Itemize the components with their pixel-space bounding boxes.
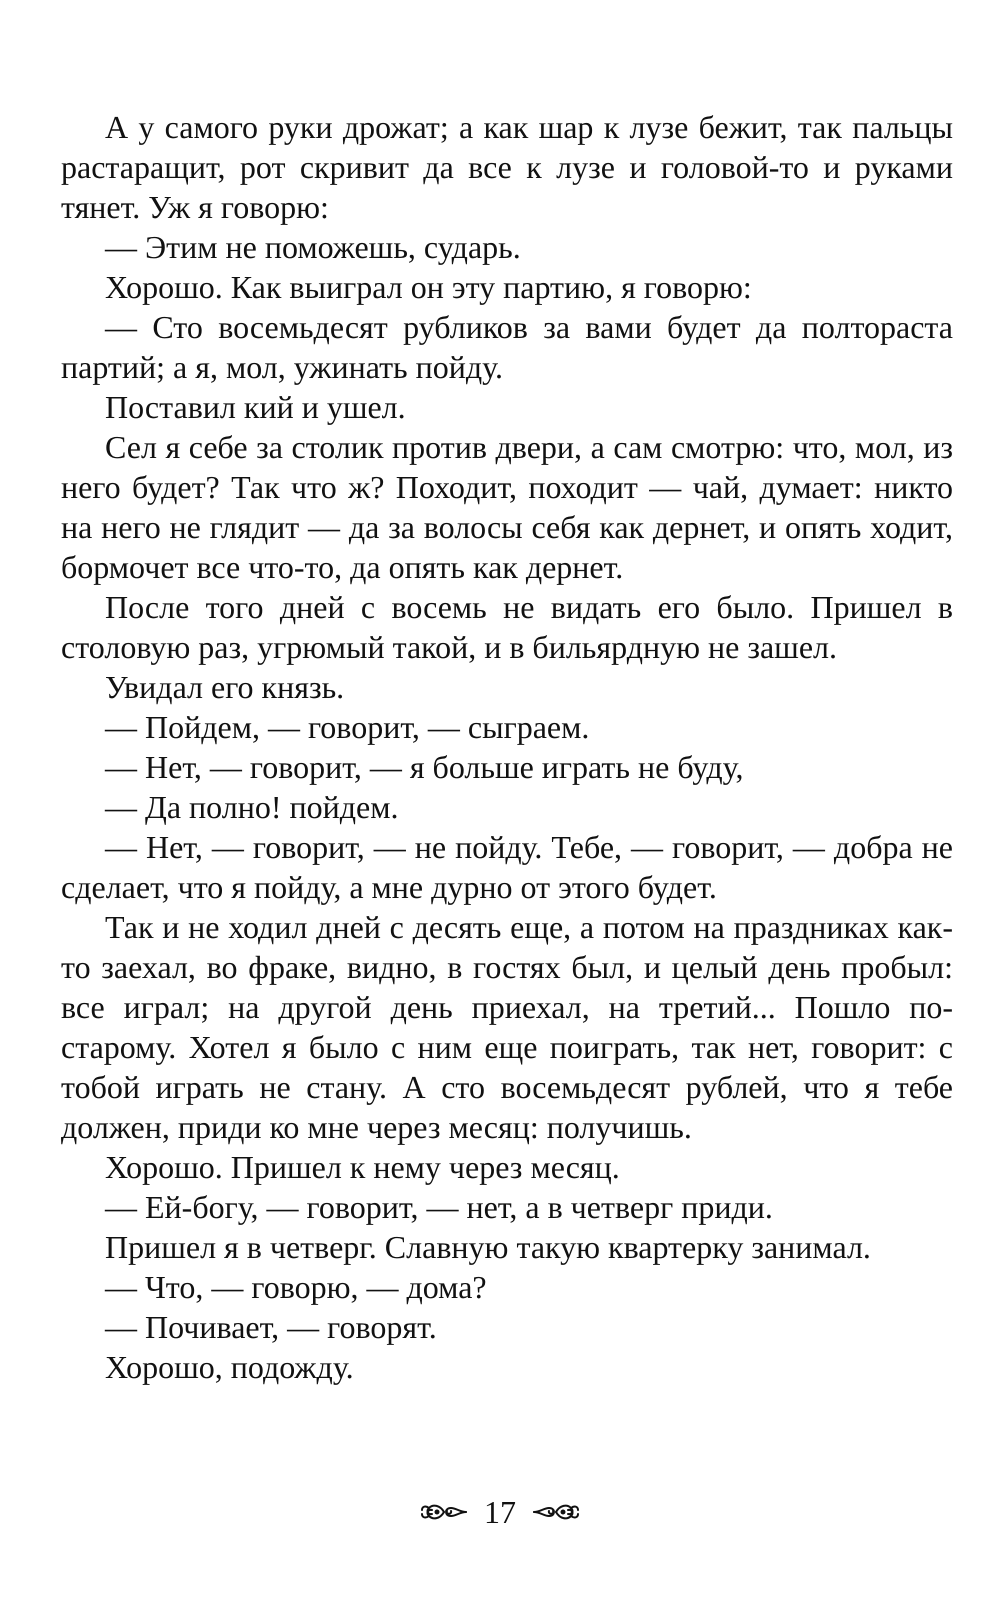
paragraph: Поставил кий и ушел.: [105, 389, 406, 425]
page-number: 17: [484, 1493, 516, 1530]
paragraph: — Сто восемьдесят рубликов за вами будет да полтораста партий; а я, мол, ужинать пойду.: [61, 309, 953, 385]
paragraph: — Пойдем, — говорит, — сыграем.: [105, 709, 590, 745]
floral-ornament-right-icon: [532, 1499, 580, 1525]
paragraph: — Что, — говорю, — дома?: [105, 1269, 487, 1305]
page-footer: [0, 1490, 1000, 1534]
paragraph: — Да полно! пойдем.: [105, 789, 399, 825]
paragraph: — Нет, — говорит, — я больше играть не буду,: [105, 749, 744, 785]
paragraph: Увидал его князь.: [105, 669, 345, 705]
paragraph: Пришел я в четверг. Славную такую квартерку занимал.: [105, 1229, 871, 1265]
paragraph: — Нет, — говорит, — не пойду. Тебе, — говорит, — добра не сделает, что я пойду, а мне дурно от этого будет.: [61, 829, 953, 905]
floral-ornament-left-icon: [420, 1499, 468, 1525]
paragraph: Сел я себе за столик против двери, а сам смотрю: что, мол, из него будет? Так что ж? Походит, походит — чай, думает: никто на него не глядит — да за волосы себя как дернет, и опять ходит, бормочет все что-то, да опять как дернет.: [61, 429, 953, 585]
paragraph: После того дней с восемь не видать его было. Пришел в столовую раз, угрюмый такой, и в бильярдную не зашел.: [61, 589, 953, 665]
paragraph: А у самого руки дрожат; а как шар к лузе бежит, так пальцы растаращит, рот скривит да все к лузе и головой-то и руками тянет. Уж я говорю:: [61, 109, 953, 225]
paragraph: Хорошо. Как выиграл он эту партию, я говорю:: [105, 269, 752, 305]
page-body: [61, 107, 953, 1387]
paragraph: Хорошо, подожду.: [105, 1349, 354, 1385]
paragraph: Хорошо. Пришел к нему через месяц.: [105, 1149, 620, 1185]
paragraph: — Этим не поможешь, сударь.: [105, 229, 521, 265]
paragraph: Так и не ходил дней с десять еще, а потом на праздниках как-то заехал, во фраке, видно, в гостях был, и целый день пробыл: все играл; на другой день приехал, на третий... Пошло по-старому. Хотел я было с ним еще поиграть, так нет, говорит: с тобой играть не стану. А сто восемьдесят рублей, что я тебе должен, приди ко мне через месяц: получишь.: [61, 909, 953, 1145]
paragraph: — Почивает, — говорят.: [105, 1309, 437, 1345]
paragraph: — Ей-богу, — говорит, — нет, а в четверг приди.: [105, 1189, 773, 1225]
